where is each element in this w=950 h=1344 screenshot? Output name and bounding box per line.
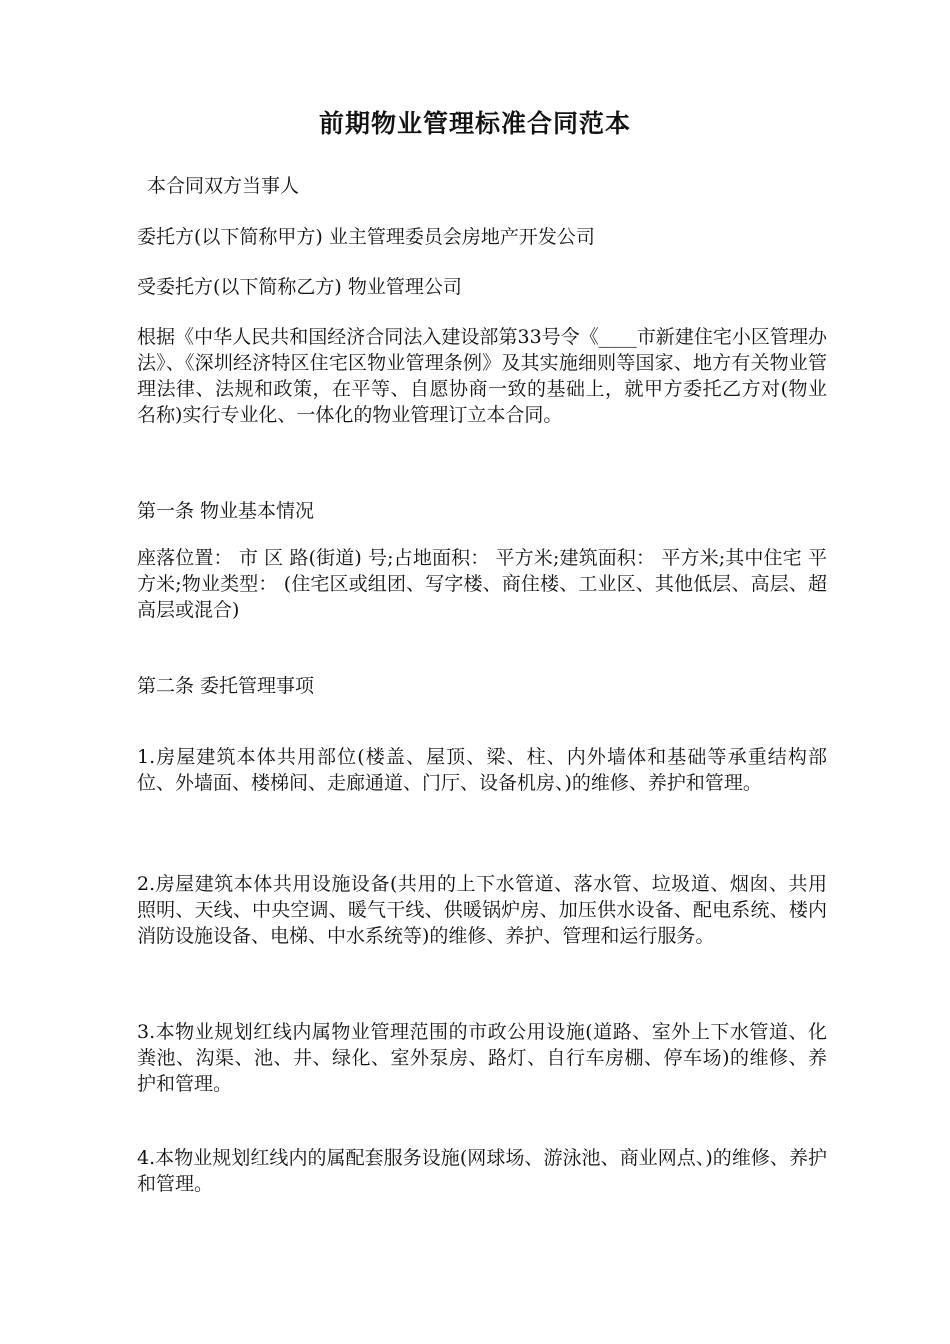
item-1-paragraph: 1.房屋建筑本体共用部位(楼盖、屋顶、梁、柱、内外墙体和基础等承重结构部位、外墙面、楼梯间、走廊通道、门厅、设备机房、)的维修、养护和管理。 [137, 746, 827, 794]
item-2-paragraph: 2.房屋建筑本体共用设施设备(共用的上下水管道、落水管、垃圾道、烟囱、共用照明、天线、中央空调、暖气干线、供暖锅炉房、加压供水设备、配电系统、楼内消防设施设备、电梯、中水系统等)的维修、养护、管理和运行服务。 [137, 873, 827, 947]
item-4-paragraph: 4.本物业规划红线内的属配套服务设施(网球场、游泳池、商业网点、)的维修、养护和管理。 [137, 1147, 827, 1195]
document-title: 前期物业管理标准合同范本 [318, 109, 631, 138]
preamble-paragraph: 根据《中华人民共和国经济合同法入建设部第33号令《____市新建住宅小区管理办法》、《深圳经济特区住宅区物业管理条例》及其实施细则等国家、地方有关物业管理法律、法规和政策，在平等、自愿协商一致的基础上，就甲方委托乙方对(物业名称)实行专业化、一体化的物业管理订立本合同。 [137, 326, 827, 426]
property-info-paragraph: 座落位置： 市 区 路(街道) 号;占地面积： 平方米;建筑面积： 平方米;其中住宅 平方米;物业类型： (住宅区或组团、写字楼、商住楼、工业区、其他低层、高层、超高层或混合) [137, 547, 827, 621]
parties-heading: 本合同双方当事人 [147, 175, 300, 197]
party-b-line: 受委托方(以下简称乙方) 物业管理公司 [137, 276, 462, 298]
article-1-heading: 第一条 物业基本情况 [137, 500, 315, 522]
party-a-line: 委托方(以下简称甲方) 业主管理委员会房地产开发公司 [137, 226, 595, 248]
item-3-paragraph: 3.本物业规划红线内属物业管理范围的市政公用设施(道路、室外上下水管道、化粪池、沟渠、池、井、绿化、室外泵房、路灯、自行车房棚、停车场)的维修、养护和管理。 [137, 1021, 827, 1095]
article-2-heading: 第二条 委托管理事项 [137, 675, 315, 697]
